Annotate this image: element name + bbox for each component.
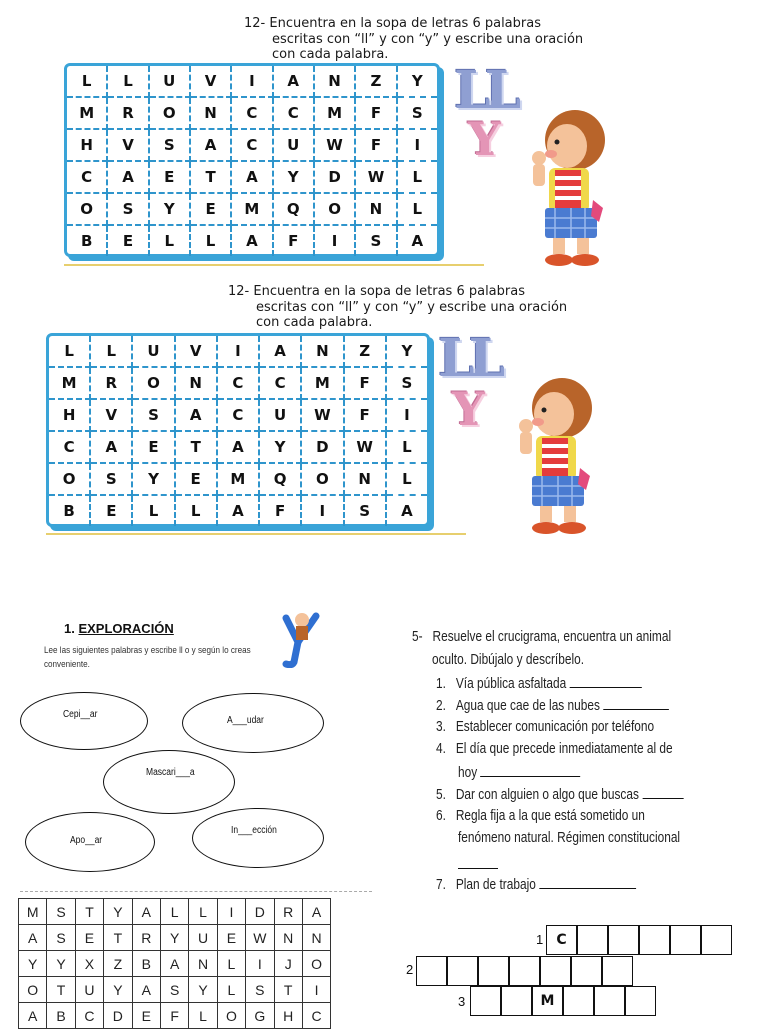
grid-cell[interactable]: A: [217, 431, 259, 463]
letter-row: [19, 1003, 331, 1029]
grid-cell[interactable]: E: [190, 193, 231, 225]
grid-cell[interactable]: W: [355, 161, 396, 193]
grid-cell[interactable]: R: [90, 367, 132, 399]
grid-cell[interactable]: I: [231, 66, 272, 97]
grid-cell[interactable]: C: [49, 431, 90, 463]
grid-cell[interactable]: A: [190, 129, 231, 161]
letter-cell[interactable]: H: [274, 1003, 302, 1029]
word-search-table-1: [67, 66, 437, 256]
grid-cell[interactable]: V: [90, 399, 132, 431]
grid-cell[interactable]: O: [132, 367, 174, 399]
clue-3: [436, 719, 654, 736]
letter-cell[interactable]: B: [47, 1003, 75, 1029]
y-letter-art: Y: [468, 112, 501, 166]
letter-cell[interactable]: M: [19, 899, 47, 925]
grid-cell[interactable]: L: [386, 463, 427, 495]
letter-cell[interactable]: A: [132, 977, 160, 1003]
word-oval-5: [192, 808, 324, 868]
ll-letters-art: LL: [438, 328, 500, 389]
grid-cell[interactable]: E: [175, 463, 217, 495]
crossword-cell[interactable]: [478, 956, 509, 986]
clue-4-continued: [458, 764, 581, 782]
letter-cell[interactable]: D: [246, 899, 274, 925]
clue-1: [436, 675, 642, 693]
grid-row: [67, 193, 437, 225]
grid-cell[interactable]: M: [217, 463, 259, 495]
crossword-cell[interactable]: [577, 925, 608, 955]
grid-cell[interactable]: Y: [397, 66, 437, 97]
grid-cell[interactable]: V: [107, 129, 148, 161]
grid-cell[interactable]: C: [273, 97, 314, 129]
grid-cell[interactable]: I: [217, 336, 259, 367]
clue-text: Establecer comunicación por teléfono: [455, 719, 655, 735]
grid-cell[interactable]: F: [273, 225, 314, 256]
grid-row: [67, 225, 437, 256]
grid-cell[interactable]: U: [259, 399, 301, 431]
grid-cell[interactable]: I: [301, 495, 343, 526]
grid-cell[interactable]: A: [259, 336, 301, 367]
grid-cell[interactable]: U: [273, 129, 314, 161]
header-line-1: Resuelve el crucigrama, encuentra un animal: [432, 629, 672, 645]
oval-word: Cepi__ar: [63, 709, 98, 720]
grid-cell[interactable]: L: [67, 66, 107, 97]
letter-cell[interactable]: A: [19, 925, 47, 951]
grid-cell[interactable]: E: [149, 161, 190, 193]
crossword-cell[interactable]: [470, 986, 501, 1016]
letter-cell[interactable]: T: [47, 977, 75, 1003]
crossword-cell[interactable]: [625, 986, 656, 1016]
grid-cell[interactable]: L: [175, 495, 217, 526]
grid-cell[interactable]: Y: [132, 463, 174, 495]
grid-cell[interactable]: H: [49, 399, 90, 431]
letter-cell[interactable]: I: [246, 951, 274, 977]
clue-number: 4.: [436, 741, 446, 757]
letter-table: [18, 898, 331, 1029]
letter-cell[interactable]: T: [104, 925, 132, 951]
grid-cell[interactable]: C: [217, 367, 259, 399]
grid-cell[interactable]: E: [132, 431, 174, 463]
crossword-cell[interactable]: [670, 925, 701, 955]
letter-cell[interactable]: N: [274, 925, 302, 951]
letter-cell[interactable]: O: [19, 977, 47, 1003]
grid-cell[interactable]: E: [107, 225, 148, 256]
grid-cell[interactable]: R: [107, 97, 148, 129]
letter-cell[interactable]: U: [189, 925, 217, 951]
divider-line: [64, 264, 484, 266]
letter-cell[interactable]: I: [217, 899, 245, 925]
crossword-number-3: 3: [458, 994, 466, 1009]
grid-cell[interactable]: N: [190, 97, 231, 129]
letter-cell[interactable]: Y: [47, 951, 75, 977]
crossword-cell[interactable]: C: [546, 925, 577, 955]
grid-cell[interactable]: S: [132, 399, 174, 431]
title-line-1: 12- Encuentra en la sopa de letras 6 palabras: [244, 16, 541, 31]
grid-cell[interactable]: O: [149, 97, 190, 129]
grid-cell[interactable]: M: [314, 97, 355, 129]
grid-cell[interactable]: S: [149, 129, 190, 161]
grid-cell[interactable]: O: [314, 193, 355, 225]
letter-cell[interactable]: Y: [104, 899, 132, 925]
grid-cell[interactable]: F: [344, 399, 386, 431]
grid-cell[interactable]: D: [314, 161, 355, 193]
letter-cell[interactable]: R: [274, 899, 302, 925]
grid-cell[interactable]: I: [397, 129, 437, 161]
grid-cell[interactable]: W: [301, 399, 343, 431]
crossword-cell[interactable]: [416, 956, 447, 986]
letter-cell[interactable]: Y: [104, 977, 132, 1003]
wordsearch-title-2: [228, 284, 567, 331]
letter-cell[interactable]: G: [246, 1003, 274, 1029]
grid-cell[interactable]: L: [132, 495, 174, 526]
clue-text: Agua que cae de las nubes: [455, 698, 600, 714]
letter-cell[interactable]: T: [75, 899, 103, 925]
grid-cell[interactable]: Y: [386, 336, 427, 367]
crossword-cell[interactable]: [509, 956, 540, 986]
clue-number: 7.: [436, 877, 446, 893]
crossword-number-1: 1: [536, 932, 544, 947]
clue-number: 5.: [436, 787, 446, 803]
letter-row: [19, 977, 331, 1003]
letter-cell[interactable]: Y: [19, 951, 47, 977]
grid-cell[interactable]: A: [231, 161, 272, 193]
exploracion-heading: [64, 621, 174, 636]
letter-cell[interactable]: L: [160, 899, 188, 925]
grid-cell[interactable]: A: [411, 232, 424, 250]
word-oval-3: [103, 750, 235, 814]
grid-cell[interactable]: I: [386, 399, 427, 431]
grid-cell[interactable]: W: [344, 431, 386, 463]
divider-line: [46, 533, 466, 535]
grid-row: [49, 399, 427, 431]
grid-cell[interactable]: L: [107, 66, 148, 97]
grid-cell[interactable]: M: [49, 367, 90, 399]
letter-row: [19, 925, 331, 951]
grid-cell[interactable]: M: [301, 367, 343, 399]
wordsearch-title-1: [244, 16, 583, 63]
letter-cell[interactable]: W: [246, 925, 274, 951]
grid-cell[interactable]: N: [355, 193, 396, 225]
grid-cell[interactable]: Z: [344, 336, 386, 367]
clue-text: fenómeno natural. Régimen constitucional: [458, 830, 681, 846]
grid-cell[interactable]: O: [301, 463, 343, 495]
grid-cell[interactable]: U: [132, 336, 174, 367]
grid-cell[interactable]: Y: [259, 431, 301, 463]
word-search-grid-1: [64, 63, 440, 257]
grid-cell[interactable]: M: [67, 97, 107, 129]
grid-cell[interactable]: C: [231, 129, 272, 161]
clue-text: Regla fija a la que está sometido un: [455, 808, 645, 824]
crossword-cell[interactable]: [639, 925, 670, 955]
letter-cell[interactable]: D: [104, 1003, 132, 1029]
grid-cell[interactable]: N: [175, 367, 217, 399]
grid-row: [49, 431, 427, 463]
oval-word: In___ección: [231, 825, 277, 836]
grid-cell[interactable]: S: [344, 495, 386, 526]
oval-word: Apo__ar: [70, 835, 103, 846]
clue-number: 1.: [436, 676, 446, 692]
letter-cell[interactable]: L: [189, 899, 217, 925]
letter-cell[interactable]: Z: [104, 951, 132, 977]
letter-cell[interactable]: E: [132, 1003, 160, 1029]
grid-row: [49, 367, 427, 399]
grid-cell[interactable]: H: [67, 129, 107, 161]
grid-cell[interactable]: S: [397, 97, 437, 129]
grid-cell[interactable]: T: [175, 431, 217, 463]
answer-blank: [458, 868, 498, 869]
grid-cell[interactable]: U: [149, 66, 190, 97]
letter-cell[interactable]: S: [160, 977, 188, 1003]
grid-cell[interactable]: L: [149, 225, 190, 256]
grid-cell[interactable]: C: [231, 97, 272, 129]
grid-cell[interactable]: F: [355, 97, 396, 129]
clue-text: hoy: [458, 765, 478, 781]
grid-cell[interactable]: C: [217, 399, 259, 431]
letter-cell[interactable]: L: [217, 977, 245, 1003]
grid-cell[interactable]: B: [49, 495, 90, 526]
grid-cell[interactable]: Q: [273, 193, 314, 225]
crossword-cell[interactable]: [602, 956, 633, 986]
clue-7: [436, 876, 636, 894]
grid-cell[interactable]: L: [397, 193, 437, 225]
letter-cell[interactable]: I: [302, 977, 330, 1003]
title-line-2: escritas con “ll” y con “y” y escribe una oración: [256, 299, 568, 315]
letter-cell[interactable]: L: [189, 1003, 217, 1029]
word-oval-2: [182, 693, 324, 753]
section-title: EXPLORACIÓN: [78, 621, 174, 636]
clue-text: Plan de trabajo: [455, 877, 536, 893]
grid-cell[interactable]: M: [231, 193, 272, 225]
grid-cell[interactable]: V: [175, 336, 217, 367]
crossword-cell[interactable]: [594, 986, 625, 1016]
grid-cell[interactable]: V: [190, 66, 231, 97]
letter-cell[interactable]: A: [160, 951, 188, 977]
section-number: 1.: [64, 621, 75, 636]
letter-row: [19, 951, 331, 977]
grid-cell[interactable]: F: [355, 129, 396, 161]
grid-cell[interactable]: D: [301, 431, 343, 463]
grid-cell[interactable]: Z: [355, 66, 396, 97]
grid-cell[interactable]: L: [190, 225, 231, 256]
grid-cell[interactable]: N: [344, 463, 386, 495]
grid-cell[interactable]: W: [314, 129, 355, 161]
letter-cell[interactable]: A: [132, 899, 160, 925]
title-line-3: con cada palabra.: [272, 47, 389, 62]
grid-row: [67, 161, 437, 193]
letter-cell[interactable]: C: [302, 1003, 330, 1029]
grid-cell[interactable]: S: [355, 225, 396, 256]
instruction-line-1: Lee las siguientes palabras y escribe ll o y según lo creas: [44, 645, 251, 655]
grid-row: [49, 463, 427, 495]
oval-word: Mascari___a: [146, 767, 195, 778]
letter-row: [19, 899, 331, 925]
clue-2: [436, 697, 669, 715]
grid-cell[interactable]: C: [259, 367, 301, 399]
ll-letters-art: LL: [454, 60, 516, 121]
letter-cell[interactable]: E: [217, 925, 245, 951]
letter-cell[interactable]: B: [132, 951, 160, 977]
grid-cell[interactable]: Y: [273, 161, 314, 193]
grid-cell[interactable]: L: [386, 431, 427, 463]
grid-cell[interactable]: A: [231, 225, 272, 256]
clue-4: [436, 741, 673, 758]
crossword-cell[interactable]: M: [532, 986, 563, 1016]
clue-number: 2.: [436, 698, 446, 714]
exploracion-instruction: [44, 643, 278, 671]
letter-cell[interactable]: O: [302, 951, 330, 977]
grid-cell[interactable]: C: [67, 161, 107, 193]
grid-row: [67, 129, 437, 161]
letter-cell[interactable]: S: [47, 899, 75, 925]
dotted-separator: [20, 891, 372, 892]
clue-6-continued: [458, 830, 680, 847]
grid-cell[interactable]: S: [386, 367, 427, 399]
grid-cell[interactable]: T: [190, 161, 231, 193]
y-letter-art: Y: [452, 382, 485, 436]
letter-cell[interactable]: R: [132, 925, 160, 951]
title-line-1: 12- Encuentra en la sopa de letras 6 palabras: [228, 284, 525, 299]
grid-cell[interactable]: S: [90, 463, 132, 495]
grid-cell[interactable]: B: [67, 225, 107, 256]
clue-number: 6.: [436, 808, 446, 824]
grid-cell[interactable]: N: [301, 336, 343, 367]
grid-cell[interactable]: A: [175, 399, 217, 431]
word-oval-4: [25, 812, 155, 872]
letter-cell[interactable]: S: [47, 925, 75, 951]
letter-cell[interactable]: N: [302, 925, 330, 951]
grid-cell[interactable]: Q: [259, 463, 301, 495]
letter-cell[interactable]: Y: [189, 977, 217, 1003]
crossword-cell[interactable]: [571, 956, 602, 986]
grid-cell[interactable]: A: [107, 161, 148, 193]
grid-cell[interactable]: F: [344, 367, 386, 399]
word-search-table-2: [49, 336, 427, 526]
crossword-number-2: 2: [406, 962, 414, 977]
grid-cell[interactable]: A: [217, 495, 259, 526]
grid-row: [49, 336, 427, 367]
letter-cell[interactable]: U: [75, 977, 103, 1003]
letter-cell[interactable]: Y: [160, 925, 188, 951]
clue-text: El día que precede inmediatamente al de: [455, 741, 673, 757]
clue-text: Vía pública asfaltada: [455, 676, 567, 692]
grid-row: [67, 66, 437, 97]
crossword-cell[interactable]: [563, 986, 594, 1016]
oval-word: A___udar: [227, 715, 264, 726]
letter-cell[interactable]: A: [302, 899, 330, 925]
letter-cell[interactable]: X: [75, 951, 103, 977]
letter-cell[interactable]: E: [75, 925, 103, 951]
crossword-cell[interactable]: [701, 925, 732, 955]
grid-cell[interactable]: F: [259, 495, 301, 526]
header-line-2: oculto. Dibújalo y descríbelo.: [432, 652, 585, 668]
title-line-3: con cada palabra.: [256, 315, 373, 330]
grid-cell[interactable]: L: [397, 161, 437, 193]
y-character-icon: [282, 604, 322, 668]
instruction-line-2: conveniente.: [44, 659, 90, 669]
letter-cell[interactable]: S: [246, 977, 274, 1003]
word-oval-1: [20, 692, 148, 750]
boy-illustration: [515, 100, 625, 270]
title-line-2: escritas con “ll” y con “y” y escribe una oración: [272, 31, 584, 47]
crossword-cell[interactable]: [447, 956, 478, 986]
grid-cell[interactable]: S: [107, 193, 148, 225]
grid-cell[interactable]: L: [90, 336, 132, 367]
word-search-grid-2: [46, 333, 430, 527]
letter-cell[interactable]: N: [189, 951, 217, 977]
grid-cell[interactable]: A: [273, 66, 314, 97]
crucigrama-header: [412, 629, 671, 646]
grid-cell[interactable]: A: [401, 502, 413, 520]
grid-cell[interactable]: O: [49, 463, 90, 495]
crossword-cell[interactable]: [540, 956, 571, 986]
header-number: 5-: [412, 629, 423, 645]
grid-cell[interactable]: N: [314, 66, 355, 97]
letter-cell[interactable]: F: [160, 1003, 188, 1029]
grid-cell[interactable]: Y: [149, 193, 190, 225]
grid-cell[interactable]: E: [90, 495, 132, 526]
clue-text: Dar con alguien o algo que buscas: [455, 787, 639, 803]
grid-row: [49, 495, 427, 526]
crossword-cell[interactable]: [501, 986, 532, 1016]
grid-cell[interactable]: O: [67, 193, 107, 225]
grid-row: [67, 97, 437, 129]
letter-cell[interactable]: T: [274, 977, 302, 1003]
clue-number: 3.: [436, 719, 446, 735]
letter-cell[interactable]: O: [217, 1003, 245, 1029]
clue-5: [436, 786, 683, 804]
letter-cell[interactable]: C: [75, 1003, 103, 1029]
grid-cell[interactable]: L: [49, 336, 90, 367]
letter-cell[interactable]: A: [19, 1003, 47, 1029]
grid-cell[interactable]: I: [314, 225, 355, 256]
crossword-cell[interactable]: [608, 925, 639, 955]
boy-illustration: [502, 368, 612, 538]
clue-6: [436, 808, 645, 825]
grid-cell[interactable]: A: [90, 431, 132, 463]
letter-cell[interactable]: L: [217, 951, 245, 977]
letter-cell[interactable]: J: [274, 951, 302, 977]
